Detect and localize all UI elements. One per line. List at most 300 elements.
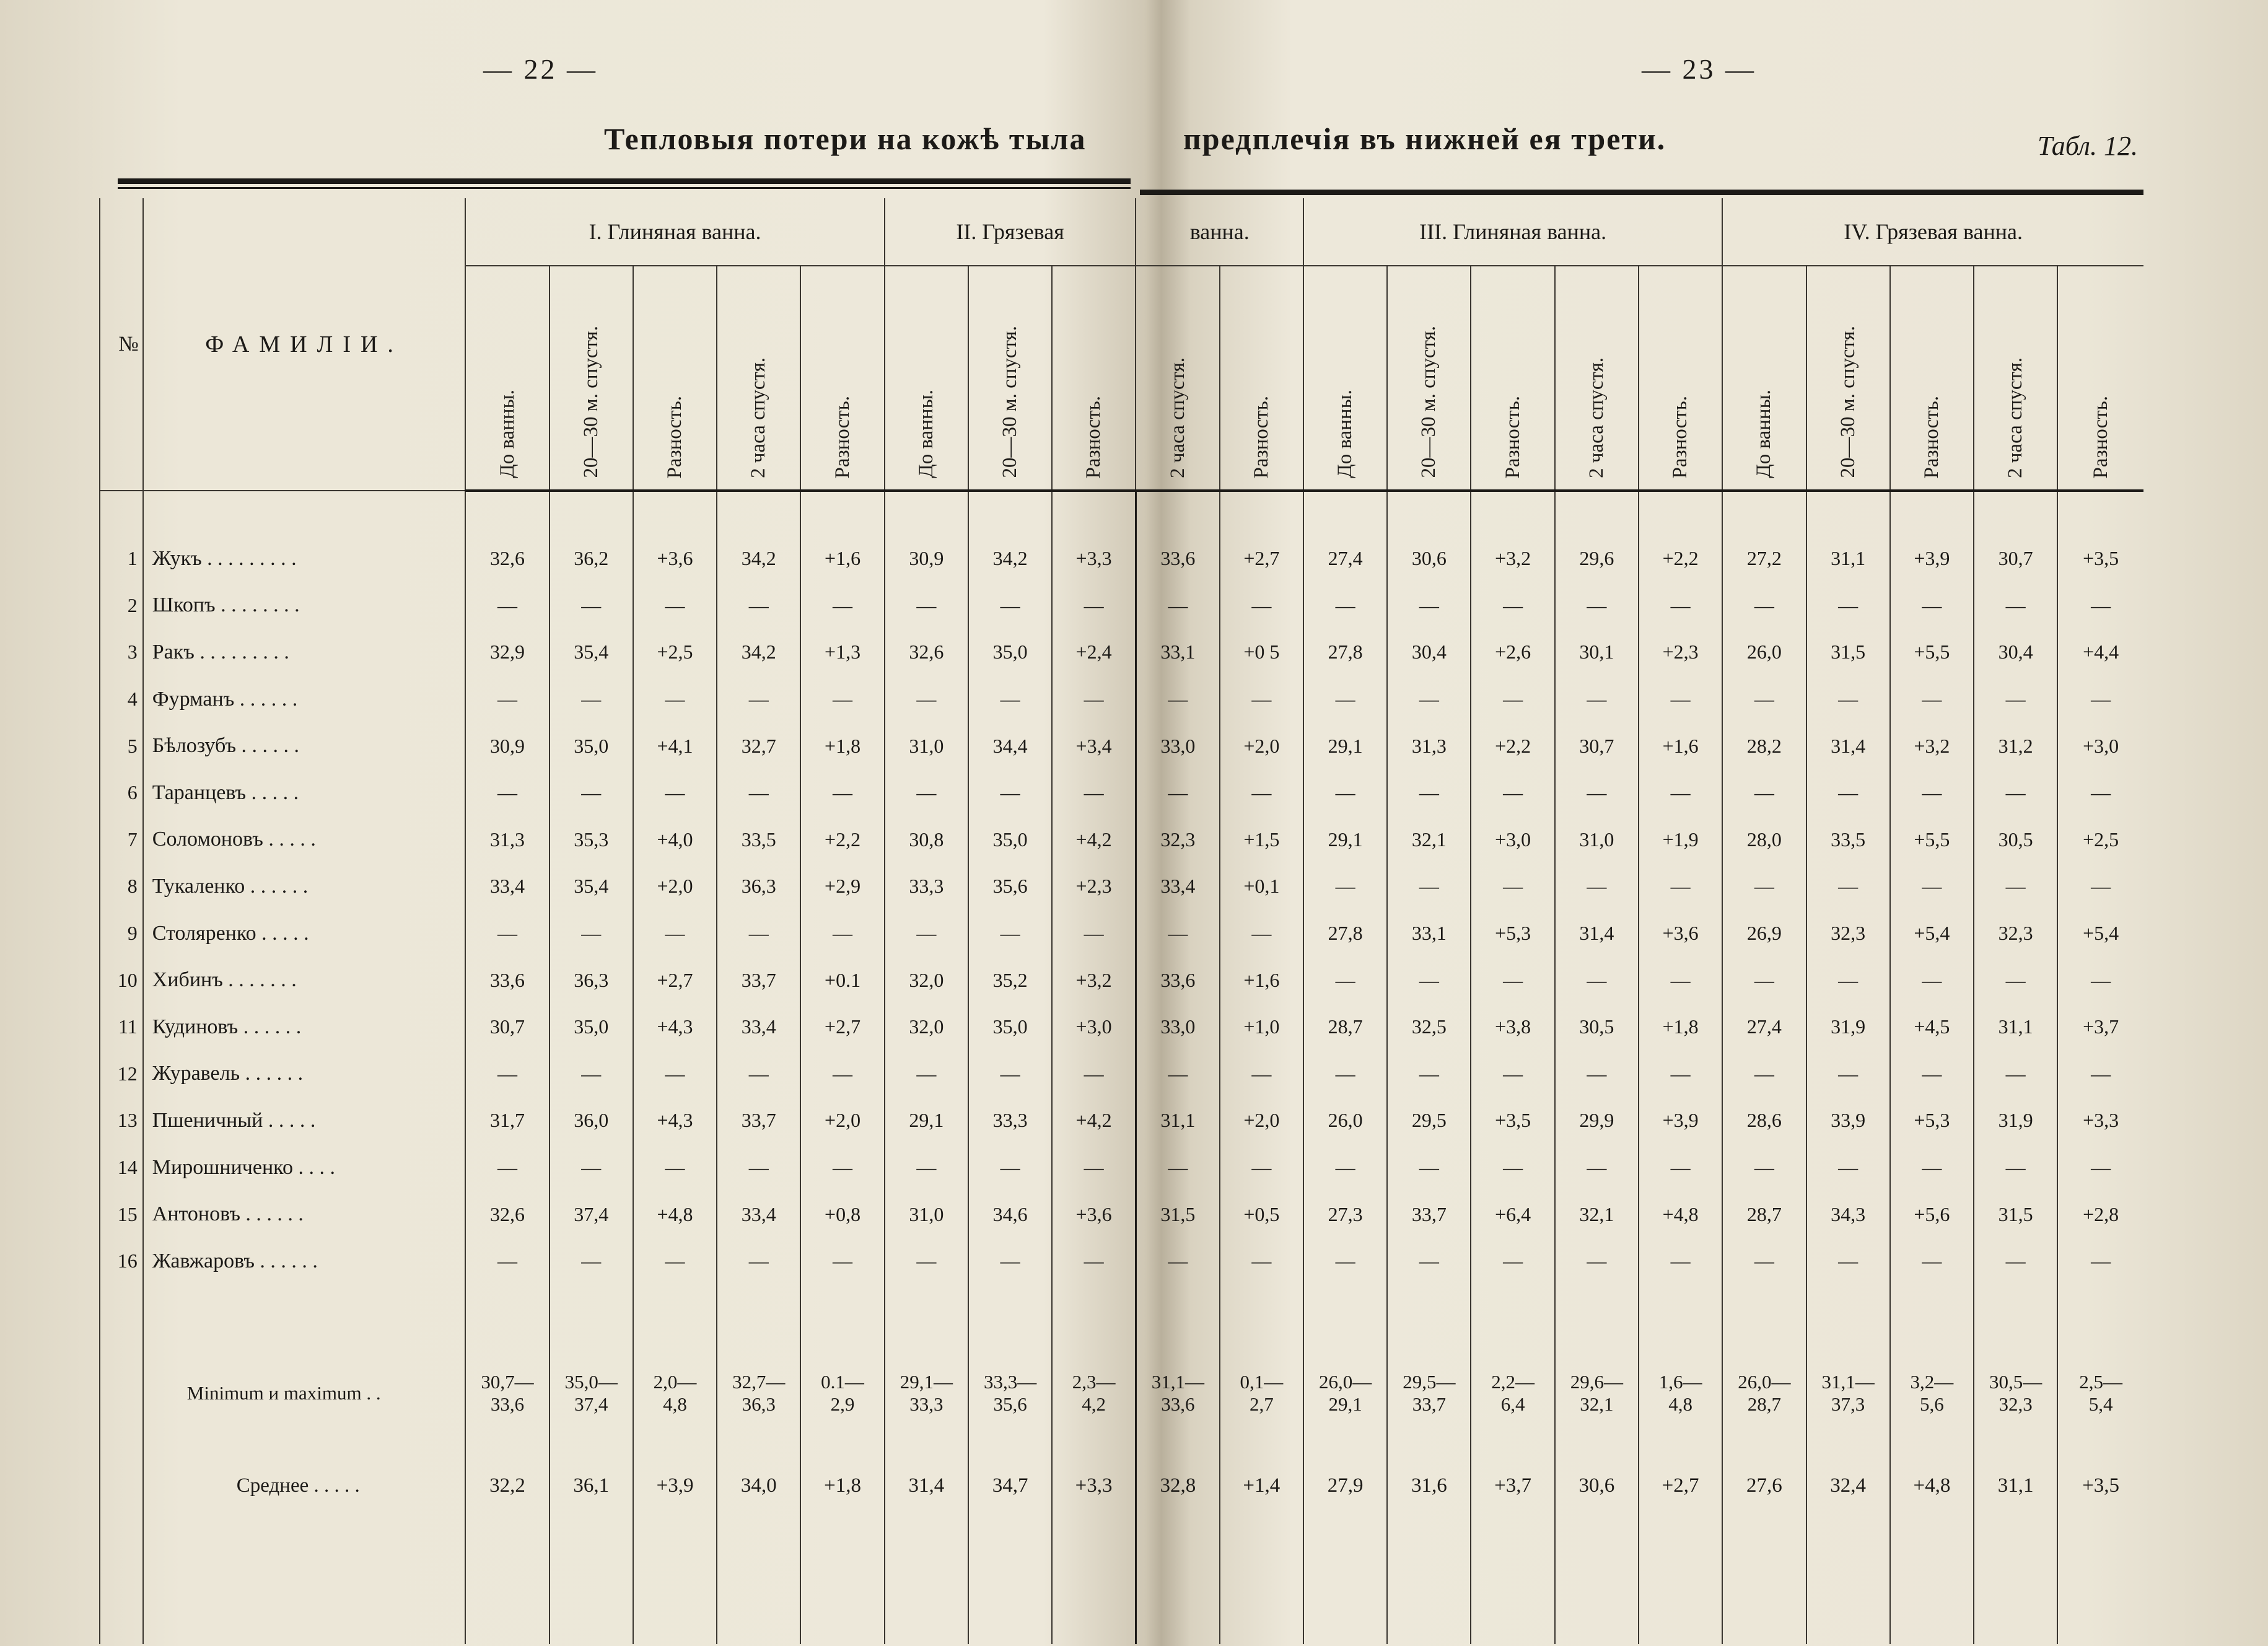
cell-value: +2,3 — [1639, 629, 1722, 676]
cell-value: +3,0 — [1471, 816, 1554, 864]
cell-value: 36,3 — [717, 863, 800, 910]
row-number: 3 — [100, 629, 143, 676]
cell-value: +5,4 — [2057, 910, 2143, 957]
minmax-value: 30,5— 32,3 — [1974, 1353, 2057, 1434]
cell-value: 32,3 — [1806, 910, 1890, 957]
cell-value: +3,9 — [1639, 1097, 1722, 1144]
cell-value: 28,0 — [1722, 816, 1806, 864]
cell-value: — — [1220, 910, 1303, 957]
page-number-right: — 23 — — [1642, 53, 1756, 85]
cell-value: — — [717, 1144, 800, 1191]
cell-value: — — [717, 1051, 800, 1098]
table-row — [100, 816, 2143, 864]
sub-header-label: 20—30 м. спустя. — [999, 326, 1022, 478]
cell-value: 31,3 — [1387, 722, 1471, 769]
sub-header-label: Разность. — [1920, 395, 1943, 478]
cell-value: — — [633, 582, 717, 629]
row-number: 1 — [100, 535, 143, 582]
cell-value: 33,0 — [1136, 722, 1219, 769]
cell-value: +2,5 — [2057, 816, 2143, 864]
average-value: 31,1 — [1974, 1434, 2057, 1539]
sub-header-label: Разность. — [663, 395, 686, 478]
group-header-3: III. Глиняная ванна. — [1303, 198, 1722, 266]
cell-value: +1,6 — [1639, 722, 1722, 769]
cell-value: 27,4 — [1303, 535, 1387, 582]
sub-header-label: 2 часа спустя. — [1166, 357, 1189, 478]
minmax-value: 2,0— 4,8 — [633, 1353, 717, 1434]
row-number: 5 — [100, 722, 143, 769]
minmax-value: 2,3— 4,2 — [1052, 1353, 1136, 1434]
row-surname: Пшеничный . . . . . — [143, 1097, 466, 1144]
cell-value: — — [549, 1238, 633, 1285]
cell-value: — — [800, 910, 884, 957]
cell-value: 33,4 — [717, 1004, 800, 1051]
row-number: 13 — [100, 1097, 143, 1144]
cell-value: +2,0 — [1220, 1097, 1303, 1144]
cell-value: 36,3 — [549, 957, 633, 1004]
average-value: +3,3 — [1052, 1434, 1136, 1539]
cell-value: 31,7 — [465, 1097, 549, 1144]
cell-value: +1,8 — [1639, 1004, 1722, 1051]
cell-value: 30,5 — [1555, 1004, 1639, 1051]
cell-value: — — [800, 1144, 884, 1191]
cell-value: 31,1 — [1974, 1004, 2057, 1051]
cell-value: 29,9 — [1555, 1097, 1639, 1144]
cell-value: +4,2 — [1052, 1097, 1136, 1144]
sub-header-label: До ванны. — [1753, 390, 1775, 478]
cell-value: — — [465, 1144, 549, 1191]
cell-value: — — [1639, 1051, 1722, 1098]
cell-value: — — [885, 582, 968, 629]
cell-value: 33,7 — [717, 1097, 800, 1144]
cell-value: 27,4 — [1722, 1004, 1806, 1051]
cell-value: — — [800, 582, 884, 629]
cell-value: — — [633, 676, 717, 723]
cell-value: — — [717, 676, 800, 723]
sub-header-14 — [1555, 266, 1639, 491]
cell-value: +3,4 — [1052, 722, 1136, 769]
cell-value: 33,7 — [1387, 1191, 1471, 1238]
cell-value: +3,5 — [2057, 535, 2143, 582]
sub-header-label: Разность. — [1250, 395, 1272, 478]
minmax-value: 29,6— 32,1 — [1555, 1353, 1639, 1434]
minmax-value: 26,0— 29,1 — [1303, 1353, 1387, 1434]
row-surname: Журавель . . . . . . — [143, 1051, 466, 1098]
cell-value: — — [885, 1051, 968, 1098]
cell-value: — — [1303, 582, 1387, 629]
sub-header-4 — [717, 266, 800, 491]
cell-value: 31,1 — [1806, 535, 1890, 582]
cell-value: +4,0 — [633, 816, 717, 864]
cell-value: — — [1052, 769, 1136, 816]
cell-value: 34,3 — [1806, 1191, 1890, 1238]
sub-header-label: Разность. — [1669, 395, 1692, 478]
cell-value: — — [800, 1238, 884, 1285]
cell-value: 31,9 — [1974, 1097, 2057, 1144]
average-value: +3,7 — [1471, 1434, 1554, 1539]
cell-value: +0,1 — [1220, 863, 1303, 910]
cell-value: — — [1387, 1238, 1471, 1285]
page-number-left: — 22 — — [483, 53, 598, 85]
sub-header-label: До ванны. — [1334, 390, 1357, 478]
cell-value: 30,9 — [885, 535, 968, 582]
cell-value: 32,3 — [1974, 910, 2057, 957]
cell-value: +5,5 — [1890, 629, 1974, 676]
cell-value: 26,0 — [1722, 629, 1806, 676]
cell-value: 31,2 — [1974, 722, 2057, 769]
cell-value: 27,3 — [1303, 1191, 1387, 1238]
top-rule-right — [1140, 190, 2143, 195]
table-row — [100, 1144, 2143, 1191]
cell-value: 30,8 — [885, 816, 968, 864]
table-row — [100, 629, 2143, 676]
cell-value: +4,5 — [1890, 1004, 1974, 1051]
cell-value: 30,1 — [1555, 629, 1639, 676]
cell-value: +3,6 — [1052, 1191, 1136, 1238]
cell-value: 32,5 — [1387, 1004, 1471, 1051]
cell-value: — — [1806, 1051, 1890, 1098]
cell-value: — — [1220, 582, 1303, 629]
cell-value: 32,6 — [885, 629, 968, 676]
sub-header-label: До ванны. — [496, 390, 519, 478]
minmax-value: 3,2— 5,6 — [1890, 1353, 1974, 1434]
cell-value: +2,3 — [1052, 863, 1136, 910]
average-value: +3,5 — [2057, 1434, 2143, 1539]
cell-value: — — [1387, 1051, 1471, 1098]
average-value: +4,8 — [1890, 1434, 1974, 1539]
cell-value: — — [1722, 582, 1806, 629]
cell-value: +1,9 — [1639, 816, 1722, 864]
cell-value: — — [1974, 676, 2057, 723]
cell-value: — — [633, 769, 717, 816]
cell-value: 35,0 — [968, 1004, 1052, 1051]
sub-header-7 — [968, 266, 1052, 491]
cell-value: +1,3 — [800, 629, 884, 676]
cell-value: +1,6 — [800, 535, 884, 582]
table-row — [100, 1004, 2143, 1051]
cell-value: 33,4 — [1136, 863, 1219, 910]
cell-value: — — [1220, 1051, 1303, 1098]
cell-value: — — [1555, 1238, 1639, 1285]
cell-value: — — [1639, 1238, 1722, 1285]
cell-value: 33,3 — [885, 863, 968, 910]
cell-value: 36,0 — [549, 1097, 633, 1144]
sub-header-19 — [1974, 266, 2057, 491]
cell-value: — — [633, 1144, 717, 1191]
sub-header-2 — [549, 266, 633, 491]
cell-value: +2,0 — [1220, 722, 1303, 769]
table-row — [100, 769, 2143, 816]
cell-value: — — [1806, 1238, 1890, 1285]
cell-value: — — [1471, 957, 1554, 1004]
minmax-row — [100, 1353, 2143, 1434]
cell-value: — — [1890, 769, 1974, 816]
row-number: 7 — [100, 816, 143, 864]
cell-value: — — [1722, 863, 1806, 910]
cell-value: — — [1220, 769, 1303, 816]
cell-value: +2,2 — [1471, 722, 1554, 769]
cell-value: — — [800, 1051, 884, 1098]
cell-value: +2,2 — [1639, 535, 1722, 582]
cell-value: 35,0 — [968, 629, 1052, 676]
cell-value: — — [1471, 769, 1554, 816]
cell-value: — — [1052, 676, 1136, 723]
cell-value: +1,5 — [1220, 816, 1303, 864]
cell-value: — — [1387, 863, 1471, 910]
cell-value: +2,7 — [1220, 535, 1303, 582]
cell-value: +2,5 — [633, 629, 717, 676]
cell-value: — — [2057, 676, 2143, 723]
cell-value: — — [1722, 676, 1806, 723]
cell-value: 33,6 — [465, 957, 549, 1004]
cell-value: 34,2 — [968, 535, 1052, 582]
cell-value: — — [1220, 676, 1303, 723]
cell-value: — — [717, 769, 800, 816]
sub-header-11 — [1303, 266, 1387, 491]
average-value: +1,8 — [800, 1434, 884, 1539]
row-surname: Хибинъ . . . . . . . — [143, 957, 466, 1004]
cell-value: +4,3 — [633, 1004, 717, 1051]
cell-value: — — [1806, 1144, 1890, 1191]
cell-value: — — [1890, 1238, 1974, 1285]
cell-value: 32,1 — [1555, 1191, 1639, 1238]
sub-header-3 — [633, 266, 717, 491]
cell-value: — — [885, 1144, 968, 1191]
cell-value: — — [1806, 582, 1890, 629]
average-value: 27,6 — [1722, 1434, 1806, 1539]
cell-value: — — [549, 1051, 633, 1098]
cell-value: — — [1639, 676, 1722, 723]
cell-value: 33,3 — [968, 1097, 1052, 1144]
top-rule-left — [118, 178, 1131, 184]
cell-value: 31,0 — [885, 722, 968, 769]
cell-value: 35,2 — [968, 957, 1052, 1004]
row-number: 4 — [100, 676, 143, 723]
cell-value: 32,3 — [1136, 816, 1219, 864]
average-value: 30,6 — [1555, 1434, 1639, 1539]
sub-header-label: Разность. — [1501, 395, 1524, 478]
cell-value: — — [1722, 1238, 1806, 1285]
cell-value: +2,2 — [800, 816, 884, 864]
cell-value: +1,6 — [1220, 957, 1303, 1004]
sub-header-label: 20—30 м. спустя. — [1417, 326, 1440, 478]
group-header-4: IV. Грязевая ванна. — [1722, 198, 2143, 266]
cell-value: 34,2 — [717, 629, 800, 676]
cell-value: — — [1387, 769, 1471, 816]
cell-value: — — [968, 1144, 1052, 1191]
cell-value: — — [1136, 582, 1219, 629]
cell-value: 37,4 — [549, 1191, 633, 1238]
cell-value: — — [2057, 863, 2143, 910]
cell-value: — — [1974, 1238, 2057, 1285]
cell-value: 29,1 — [1303, 816, 1387, 864]
cell-value: — — [1974, 957, 2057, 1004]
sub-header-17 — [1806, 266, 1890, 491]
col-name-header: ФАМИЛІИ. — [143, 198, 466, 491]
cell-value: — — [1555, 769, 1639, 816]
average-value: 31,4 — [885, 1434, 968, 1539]
cell-value: — — [1471, 582, 1554, 629]
cell-value: — — [968, 910, 1052, 957]
sub-header-label: Разность. — [2089, 395, 2112, 478]
cell-value: 30,6 — [1387, 535, 1471, 582]
cell-value: 28,2 — [1722, 722, 1806, 769]
cell-value: +6,4 — [1471, 1191, 1554, 1238]
row-surname: Жавжаровъ . . . . . . — [143, 1238, 466, 1285]
table-row — [100, 957, 2143, 1004]
cell-value: — — [1974, 769, 2057, 816]
cell-value: +4,2 — [1052, 816, 1136, 864]
row-number: 6 — [100, 769, 143, 816]
cell-value: — — [1722, 769, 1806, 816]
cell-value: +3,5 — [1471, 1097, 1554, 1144]
cell-value: 35,4 — [549, 863, 633, 910]
cell-value: — — [1722, 1051, 1806, 1098]
cell-value: — — [1303, 676, 1387, 723]
cell-value: — — [1639, 1144, 1722, 1191]
cell-value: — — [717, 1238, 800, 1285]
average-value: +1,4 — [1220, 1434, 1303, 1539]
row-number: 2 — [100, 582, 143, 629]
table-row — [100, 535, 2143, 582]
table-row — [100, 1097, 2143, 1144]
cell-value: — — [2057, 769, 2143, 816]
cell-value: — — [1303, 769, 1387, 816]
cell-value: 27,8 — [1303, 910, 1387, 957]
row-surname: Соломоновъ . . . . . — [143, 816, 466, 864]
cell-value: — — [1052, 1238, 1136, 1285]
row-surname: Кудиновъ . . . . . . — [143, 1004, 466, 1051]
table-row — [100, 1051, 2143, 1098]
cell-value: — — [1555, 863, 1639, 910]
minmax-value: 0.1— 2,9 — [800, 1353, 884, 1434]
cell-value: 27,2 — [1722, 535, 1806, 582]
cell-value: 31,0 — [1555, 816, 1639, 864]
cell-value: +2,7 — [633, 957, 717, 1004]
cell-value: — — [968, 769, 1052, 816]
minmax-value: 31,1— 37,3 — [1806, 1353, 1890, 1434]
group-header-2: II. Грязевая — [885, 198, 1136, 266]
cell-value: — — [1136, 1238, 1219, 1285]
sub-header-5 — [800, 266, 884, 491]
cell-value: 29,1 — [1303, 722, 1387, 769]
cell-value: — — [465, 582, 549, 629]
cell-value: 32,7 — [717, 722, 800, 769]
cell-value: 32,1 — [1387, 816, 1471, 864]
cell-value: +2,0 — [800, 1097, 884, 1144]
cell-value: 31,3 — [465, 816, 549, 864]
cell-value: — — [1806, 769, 1890, 816]
cell-value: — — [800, 769, 884, 816]
cell-value: 32,9 — [465, 629, 549, 676]
cell-value: — — [1471, 863, 1554, 910]
minmax-value: 2,5— 5,4 — [2057, 1353, 2143, 1434]
cell-value: +1,0 — [1220, 1004, 1303, 1051]
table-row — [100, 1238, 2143, 1285]
sub-header-15 — [1639, 266, 1722, 491]
row-number: 9 — [100, 910, 143, 957]
cell-value: +5,6 — [1890, 1191, 1974, 1238]
cell-value: 28,7 — [1303, 1004, 1387, 1051]
cell-value: — — [1890, 676, 1974, 723]
cell-value: 30,7 — [1555, 722, 1639, 769]
cell-value: — — [885, 1238, 968, 1285]
cell-value: +3,3 — [2057, 1097, 2143, 1144]
row-surname: Антоновъ . . . . . . — [143, 1191, 466, 1238]
cell-value: — — [1974, 1051, 2057, 1098]
table-row — [100, 910, 2143, 957]
cell-value: — — [465, 676, 549, 723]
cell-value: 34,6 — [968, 1191, 1052, 1238]
data-table — [99, 198, 2143, 1644]
cell-value: +2,4 — [1052, 629, 1136, 676]
cell-value: — — [885, 769, 968, 816]
top-rule-left-thin — [118, 187, 1131, 189]
cell-value: — — [1136, 1144, 1219, 1191]
cell-value: — — [1890, 582, 1974, 629]
cell-value: — — [1052, 1144, 1136, 1191]
cell-value: — — [1303, 1051, 1387, 1098]
cell-value: 31,5 — [1136, 1191, 1219, 1238]
row-number: 10 — [100, 957, 143, 1004]
cell-value: 31,9 — [1806, 1004, 1890, 1051]
row-surname: Мирошниченко . . . . — [143, 1144, 466, 1191]
sub-header-label: 2 часа спустя. — [1585, 357, 1608, 478]
row-number: 12 — [100, 1051, 143, 1098]
cell-value: +3,0 — [1052, 1004, 1136, 1051]
average-value: 27,9 — [1303, 1434, 1387, 1539]
cell-value: +3,2 — [1890, 722, 1974, 769]
cell-value: — — [1303, 863, 1387, 910]
cell-value: — — [549, 676, 633, 723]
cell-value: — — [1555, 676, 1639, 723]
cell-value: — — [717, 582, 800, 629]
cell-value: +3,8 — [1471, 1004, 1554, 1051]
table-row — [100, 582, 2143, 629]
average-value: 36,1 — [549, 1434, 633, 1539]
cell-value: 33,0 — [1136, 1004, 1219, 1051]
cell-value: +0.1 — [800, 957, 884, 1004]
minmax-label: Minimum и maximum . . — [143, 1353, 466, 1434]
cell-value: 31,1 — [1136, 1097, 1219, 1144]
cell-value: 30,7 — [465, 1004, 549, 1051]
cell-value: — — [968, 676, 1052, 723]
cell-value: 32,0 — [885, 1004, 968, 1051]
cell-value: +2,6 — [1471, 629, 1554, 676]
col-no-header: № — [100, 198, 143, 491]
cell-value: — — [1136, 676, 1219, 723]
cell-value: — — [633, 1051, 717, 1098]
cell-value: 30,5 — [1974, 816, 2057, 864]
sub-header-20 — [2057, 266, 2143, 491]
cell-value: 29,6 — [1555, 535, 1639, 582]
sub-header-label: 20—30 м. спустя. — [1836, 326, 1859, 478]
cell-value: — — [1471, 1144, 1554, 1191]
cell-value: — — [1890, 957, 1974, 1004]
cell-value: +5,5 — [1890, 816, 1974, 864]
cell-value: — — [549, 769, 633, 816]
cell-value: +2,7 — [800, 1004, 884, 1051]
cell-value: — — [465, 910, 549, 957]
table-row — [100, 722, 2143, 769]
table-row — [100, 863, 2143, 910]
cell-value: — — [1220, 1238, 1303, 1285]
cell-value: — — [1639, 582, 1722, 629]
cell-value: — — [885, 676, 968, 723]
cell-value: +2,8 — [2057, 1191, 2143, 1238]
row-number: 8 — [100, 863, 143, 910]
row-number: 16 — [100, 1238, 143, 1285]
